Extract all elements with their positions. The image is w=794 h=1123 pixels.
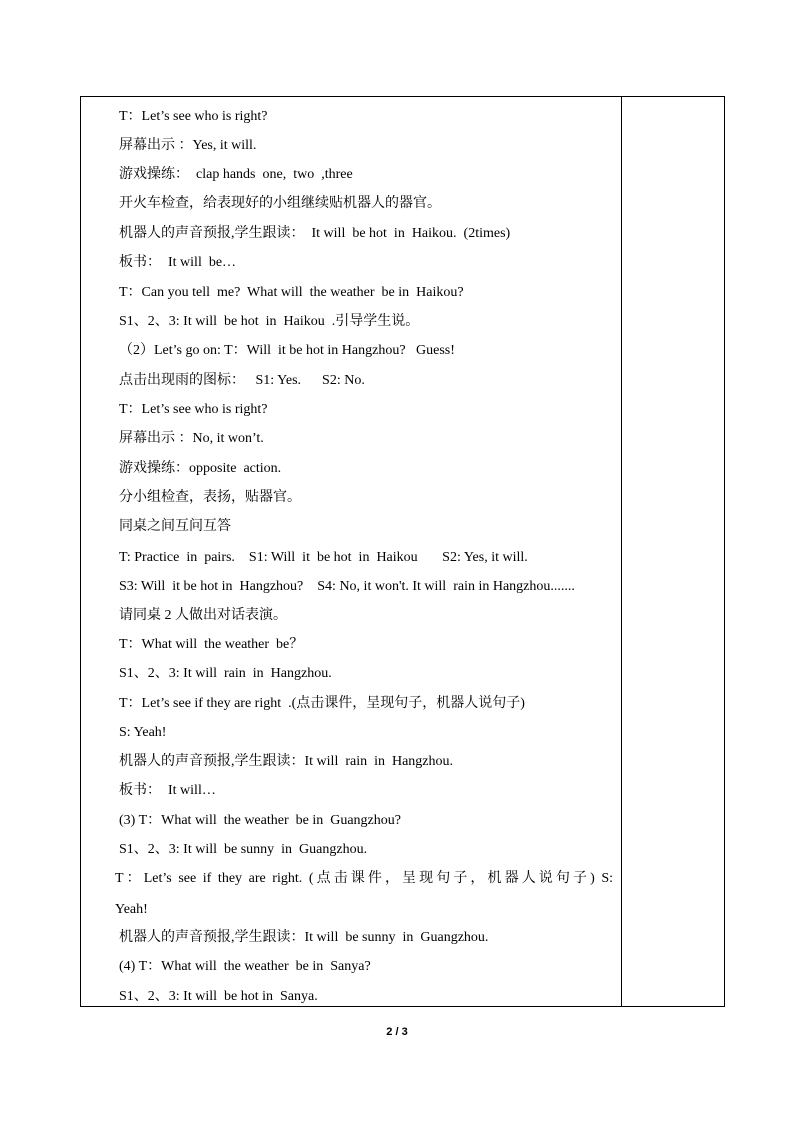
text-line: T：Let’s see who is right? <box>119 402 268 417</box>
text-line: 开火车检查，给表现好的小组继续贴机器人的器官。 <box>119 196 441 211</box>
text-line: T：What will the weather be？ <box>119 637 304 652</box>
lesson-table <box>80 96 725 1007</box>
text-line: S: Yeah! <box>119 725 167 740</box>
text-line: 游戏操练：opposite action. <box>119 461 282 476</box>
text-line: 屏幕出示 ：Yes, it will. <box>119 138 257 153</box>
text-line: 机器人的声音预报,学生跟读：It will be sunny in Guangzhou. <box>119 930 489 945</box>
column-divider <box>621 97 622 1006</box>
text-line: T：Let’s see if they are right .(点击课件，呈现句子，机器人说句子) <box>119 696 525 711</box>
text-line: S3: Will it be hot in Hangzhou? S4: No, it won't. It will rain in Hangzhou....... <box>119 579 575 594</box>
text-line: S1、2、3: It will be hot in Haikou .引导学生说。 <box>119 314 420 329</box>
text-line: 板书： It will… <box>119 783 216 798</box>
text-line: (4) T：What will the weather be in Sanya? <box>119 959 371 974</box>
text-line: S1、2、3: It will be hot in Sanya. <box>119 989 318 1004</box>
text-line: （2）Let’s go on: T：Will it be hot in Hangzhou? Guess! <box>119 343 455 358</box>
text-line: 同桌之间互问互答 <box>119 519 231 534</box>
text-line: Yeah! <box>115 902 148 917</box>
text-line: T：Let’s see who is right? <box>119 109 268 124</box>
text-line: T：Can you tell me? What will the weather be in Haikou? <box>119 285 464 300</box>
page-number: 2 / 3 <box>386 1026 408 1038</box>
text-line: T: Practice in pairs. S1: Will it be hot in Haikou S2: Yes, it will. <box>119 550 528 565</box>
text-line: (3) T：What will the weather be in Guangzhou? <box>119 813 401 828</box>
text-line: 板书： It will be… <box>119 255 237 270</box>
text-line: 机器人的声音预报,学生跟读：It will rain in Hangzhou. <box>119 754 454 769</box>
text-line: 请同桌 2 人做出对话表演。 <box>119 608 287 623</box>
text-line: S1、2、3: It will be sunny in Guangzhou. <box>119 842 368 857</box>
text-line: 机器人的声音预报,学生跟读： It will be hot in Haikou. (2times) <box>119 226 511 241</box>
text-line: T：Let’s see if they are right. (点击课件，呈现句子，机器人说句子) S: <box>115 871 613 886</box>
text-line: 分小组检查，表扬，贴器官。 <box>119 490 301 505</box>
text-line: S1、2、3: It will rain in Hangzhou. <box>119 666 332 681</box>
text-line: 屏幕出示 ：No, it won’t. <box>119 431 264 446</box>
text-line: 游戏操练： clap hands one, two ,three <box>119 167 353 182</box>
text-line: 点击出现雨的图标： S1: Yes. S2: No. <box>119 373 365 388</box>
